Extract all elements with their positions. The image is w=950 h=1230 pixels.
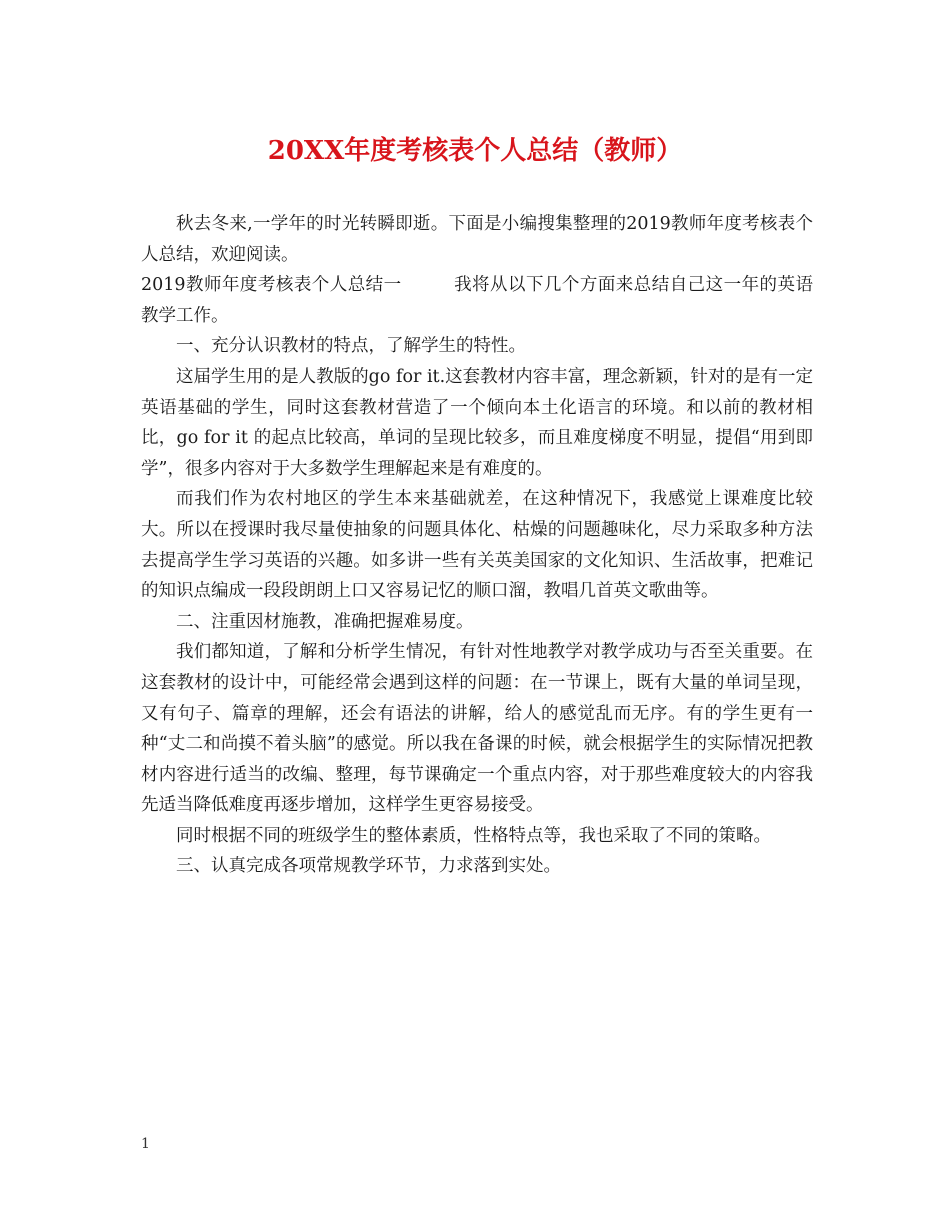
point-one-heading: 一、充分认识教材的特点，了解学生的特性。: [176, 336, 526, 357]
point-two-heading: 二、注重因材施教，准确把握难易度。: [176, 611, 474, 632]
section-intro: 我将从以下几个方面来总结自己这一年的英语教学工作。: [141, 275, 813, 326]
section-heading-paragraph: [141, 270, 813, 331]
strategy-paragraph: 同时根据不同的班级学生的整体素质，性格特点等，我也采取了不同的策略。: [176, 825, 771, 846]
document-body: [141, 209, 813, 882]
document-title: 20XX年度考核表个人总结（教师）: [267, 136, 683, 166]
rural-students-paragraph: 而我们作为农村地区的学生本来基础就差，在这种情况下，我感觉上课难度比较大。所以在授课时我尽量使抽象的问题具体化、枯燥的问题趣味化，尽力采取多种方法去提高学生学习英语的兴趣。如多讲一些有关英美国家的文化知识、生活故事，把难记的知识点编成一段段朗朗上口又容易记忆的顺口溜，教唱几首英文歌曲等。: [141, 489, 813, 602]
textbook-paragraph: 这届学生用的是人教版的go for it.这套教材内容丰富，理念新颖，针对的是有一定英语基础的学生，同时这套教材营造了一个倾向本土化语言的环境。和以前的教材相比，go for it 的起点比较高，单词的呈现比较多，而且难度梯度不明显，提倡“用到即学”，很多内容对于大多数学生理解起来是有难度的。: [141, 366, 813, 479]
intro-paragraph: 秋去冬来,一学年的时光转瞬即逝。下面是小编搜集整理的2019教师年度考核表个人总结，欢迎阅读。: [141, 214, 813, 265]
point-three-heading: 三、认真完成各项常规教学环节，力求落到实处。: [176, 856, 561, 877]
analysis-paragraph: 我们都知道，了解和分析学生情况，有针对性地教学对教学成功与否至关重要。在这套教材的设计中，可能经常会遇到这样的问题：在一节课上，既有大量的单词呈现，又有句子、篇章的理解，还会有语法的讲解，给人的感觉乱而无序。有的学生更有一种“丈二和尚摸不着头脑”的感觉。所以我在备课的时候，就会根据学生的实际情况把教材内容进行适当的改编、整理，每节课确定一个重点内容，对于那些难度较大的内容我先适当降低难度再逐步增加，这样学生更容易接受。: [141, 642, 813, 816]
page-number: 1: [141, 1136, 150, 1152]
section-heading: 2019教师年度考核表个人总结一: [141, 275, 402, 296]
